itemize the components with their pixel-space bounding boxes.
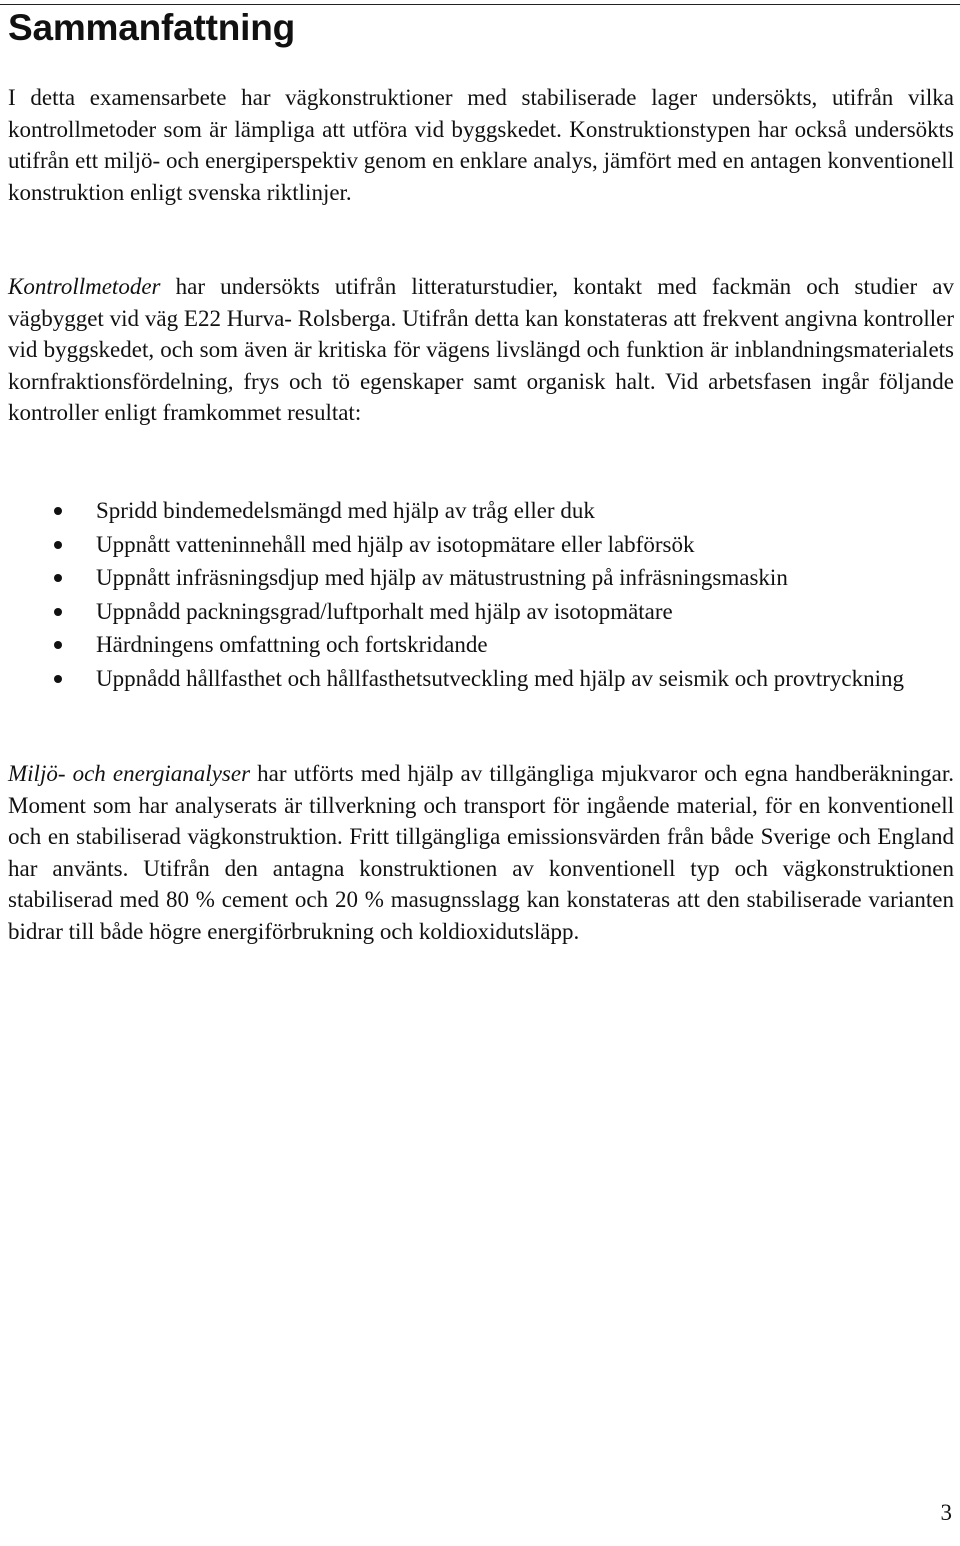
list-item-text: Uppnått infräsningsdjup med hjälp av mätustrustning på infräsningsmaskin bbox=[96, 565, 788, 590]
bullet-dot-icon bbox=[54, 574, 62, 582]
bullet-dot-icon bbox=[54, 507, 62, 515]
paragraph-environment-energy-text: har utförts med hjälp av tillgängliga mjukvaror och egna handberäkningar. Moment som har analyserats är tillverkning och transport för ingående material, för en konventionell och en stabiliserad vägkonstruktion. Fritt tillgängliga emissionsvärden från både Sverige och England har använts. Utifrån den antagna konstruktionen av konventionell typ och vägkonstruktionen stabiliserad med 80 % cement och 20 % masugnsslagg kan konstateras att den stabiliserade varianten bidrar till både högre energiförbrukning och koldioxidutsläpp. bbox=[8, 761, 954, 944]
control-list bbox=[0, 494, 960, 695]
list-item bbox=[0, 662, 960, 696]
list-item bbox=[0, 628, 960, 662]
list-item bbox=[0, 494, 960, 528]
list-item bbox=[0, 595, 960, 629]
list-item-text: Uppnått vatteninnehåll med hjälp av isotopmätare eller labförsök bbox=[96, 531, 695, 557]
paragraph-control-methods-lead: Kontrollmetoder bbox=[8, 274, 161, 299]
bullet-dot-icon bbox=[54, 608, 62, 616]
list-item-text: Härdningens omfattning och fortskridande bbox=[96, 632, 488, 657]
paragraph-control-methods bbox=[8, 271, 954, 429]
bullet-dot-icon bbox=[54, 541, 62, 549]
page-number: 3 bbox=[940, 1500, 952, 1525]
bullet-dot-icon bbox=[54, 641, 62, 649]
paragraph-intro: I detta examensarbete har vägkonstruktioner med stabiliserade lager undersökts, utifrån vilka kontrollmetoder som är lämpliga att utföra vid byggskedet. Konstruktionstypen har också undersökts utifrån ett miljö- och energiperspektiv genom en enklare analys, jämfört med en antagen konventionell konstruktion enligt svenska riktlinjer. bbox=[8, 85, 954, 205]
paragraph-environment-energy-lead: Miljö- och energianalyser bbox=[8, 761, 251, 786]
list-item bbox=[0, 561, 960, 595]
list-item-text: Uppnådd hållfasthet och hållfasthetsutveckling med hjälp av seismik och provtryckning bbox=[96, 665, 904, 691]
list-item-text: Spridd bindemedelsmängd med hjälp av tråg eller duk bbox=[96, 498, 595, 523]
list-item-text: Uppnådd packningsgrad/luftporhalt med hjälp av isotopmätare bbox=[96, 598, 673, 624]
top-rule bbox=[0, 4, 960, 5]
paragraph-environment-energy bbox=[8, 758, 954, 947]
paragraph-control-methods-text: har undersökts utifrån litteraturstudier, kontakt med fackmän och studier av vägbygget vid väg E22 Hurva- Rolsberga. Utifrån detta kan konstateras att frekvent angivna kontroller vid byggskedet, och som även är kritiska för vägens livslängd och funktion är inblandningsmaterialets kornfraktionsfördelning, frys och tö egenskaper samt organisk halt. Vid arbetsfasen ingår följande kontroller enligt framkommet resultat: bbox=[8, 274, 954, 425]
page-title: Sammanfattning bbox=[8, 7, 296, 48]
bullet-dot-icon bbox=[54, 675, 62, 683]
list-item bbox=[0, 528, 960, 562]
